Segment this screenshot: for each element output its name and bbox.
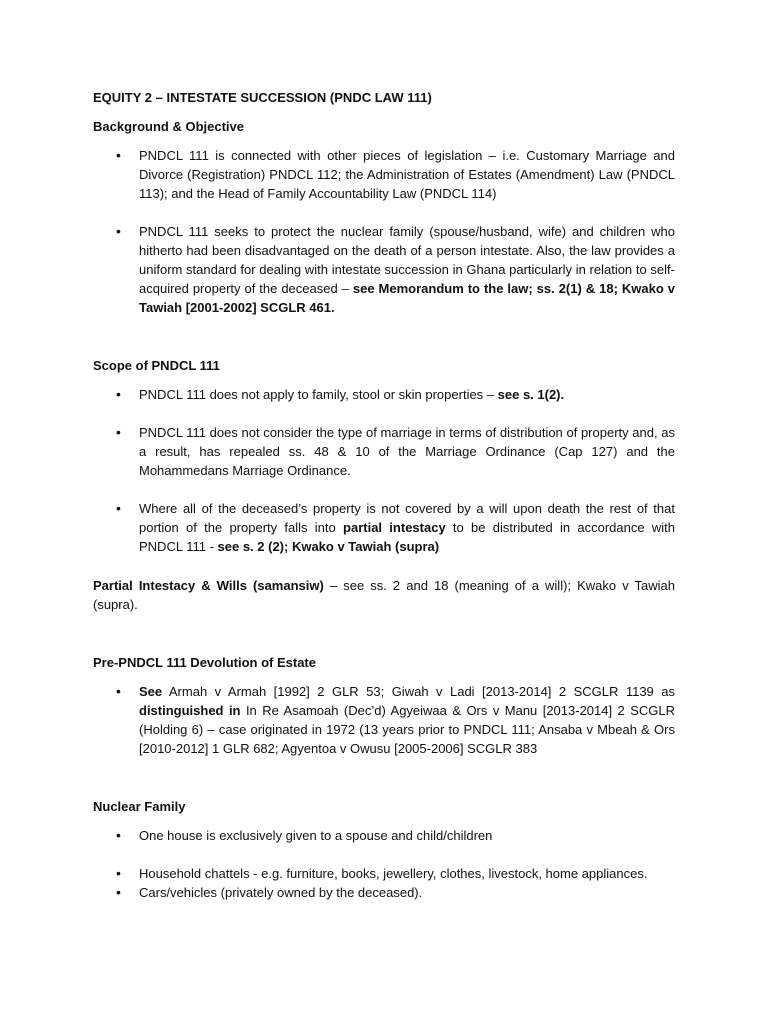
bullet-item (93, 385, 675, 404)
bullet-item (93, 423, 675, 480)
section-heading-scope: Scope of PNDCL 111 (93, 358, 220, 373)
citation-text: see s. 1(2). (497, 387, 565, 402)
bullet-text: PNDCL 111 is connected with other pieces of legislation – i.e. Customary Marriage and Divorce (Registration) PNDCL 112; the Administration of Estates (Amendment) Law (PNDCL 113); and the Head of Family Accountability Law (PNDCL 114) (139, 148, 675, 201)
document-body (93, 88, 675, 902)
bullet-list-background (93, 146, 675, 317)
bullet-text: One house is exclusively given to a spouse and child/children (139, 828, 493, 843)
section-heading-nuclear-family: Nuclear Family (93, 799, 186, 814)
bullet-list-devolution (93, 682, 675, 758)
bullet-text: In Re Asamoah (Dec’d) Agyeiwaa & Ors v Manu [2013-2014] 2 SCGLR (Holding 6) – case originated in 1972 (13 years prior to PNDCL 111; Ansaba v Mbeah & Ors [2010-2012] 1 GLR 682; Agyentoa v Owusu [2005-2006] SCGLR 383 (139, 703, 675, 756)
bullet-item (93, 222, 675, 317)
bullet-item (93, 146, 675, 203)
bullet-text: PNDCL 111 does not consider the type of marriage in terms of distribution of property and, as a result, has repealed ss. 48 & 10 of the Marriage Ordinance (Cap 127) and the Mohammedans Marriage Ordinance. (139, 425, 675, 478)
bullet-text: Where all of the deceased’s property is not covered by a will upon death the rest of that portion of the property falls into (139, 501, 675, 535)
bullet-item (93, 864, 675, 883)
bullet-item (93, 682, 675, 758)
paragraph-text: – see ss. 2 and 18 (meaning of a will); Kwako v Tawiah (supra). (93, 578, 675, 612)
paragraph-lead: Partial Intestacy & Wills (samansiw) (93, 578, 324, 593)
bullet-text: Cars/vehicles (privately owned by the deceased). (139, 885, 423, 900)
citation-text: see s. 2 (2); Kwako v Tawiah (supra) (217, 539, 440, 554)
bullet-text: PNDCL 111 seeks to protect the nuclear family (spouse/husband, wife) and children who hitherto had been disadvantaged on the death of a person intestate. Also, the law provides a uniform standard for dealing with intestate succession in Ghana particularly in relation to self-acquired property of the deceased – (139, 224, 675, 296)
section-heading-devolution: Pre-PNDCL 111 Devolution of Estate (93, 655, 316, 670)
bullet-list-nuclear-family (93, 826, 675, 902)
partial-intestacy-paragraph (93, 576, 675, 614)
bullet-text: Household chattels - e.g. furniture, books, jewellery, clothes, livestock, home appliances. (139, 866, 648, 881)
bullet-item (93, 826, 675, 845)
bullet-text: PNDCL 111 does not apply to family, stool or skin properties – (139, 387, 498, 402)
bullet-list-scope (93, 385, 675, 556)
bullet-item (93, 499, 675, 556)
bullet-item (93, 883, 675, 902)
emphasis-text: See (139, 684, 163, 699)
bullet-text: Armah v Armah [1992] 2 GLR 53; Giwah v Ladi [2013-2014] 2 SCGLR 1139 as (162, 684, 675, 699)
bullet-text: to be distributed in accordance with PNDCL 111 - (139, 520, 675, 554)
section-heading-background: Background & Objective (93, 119, 244, 134)
emphasis-text: distinguished in (139, 703, 241, 718)
citation-text: see Memorandum to the law; ss. 2(1) & 18; Kwako v Tawiah [2001-2002] SCGLR 461. (139, 281, 675, 315)
document-title: EQUITY 2 – INTESTATE SUCCESSION (PNDC LAW 111) (93, 90, 432, 105)
emphasis-text: partial intestacy (343, 520, 446, 535)
